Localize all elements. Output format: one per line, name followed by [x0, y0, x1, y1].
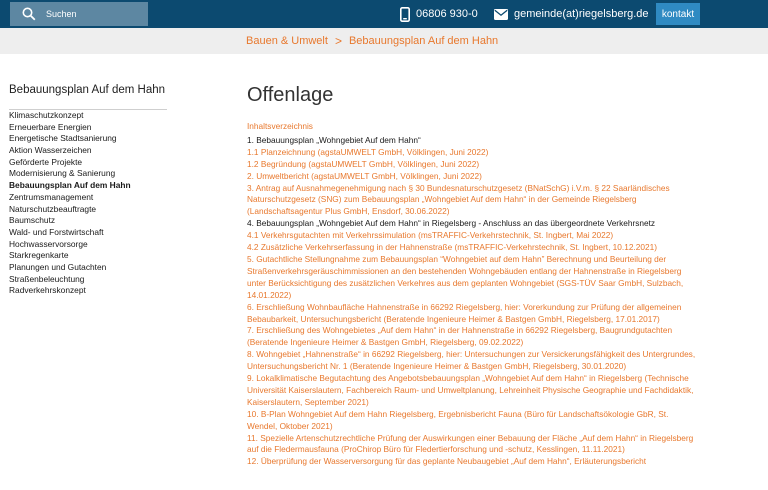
sidebar-item-wald-forstwirtschaft[interactable]: Wald- und Forstwirtschaft — [9, 226, 104, 237]
document-link[interactable]: unter Berücksichtigung des zusätzlichen Verkehres aus dem geplanten Wohngebiet (SGS-TÜV Saar GmbH, Sulzbach, — [247, 277, 684, 288]
document-link[interactable]: 6. Erschließung Wohnbaufläche Hahnenstraße in 66292 Riegelsberg, hier: Vorerkundung zur Prüfung der allgemeinen — [247, 301, 682, 312]
document-link[interactable]: Straßenverkehrsgeräuschimmissionen an den bestehenden Wohngebäuden entlang der Hahnenstraße in Riegelsberg — [247, 265, 682, 276]
document-link[interactable]: 11. Spezielle Artenschutzrechtliche Prüfung der Auswirkungen einer Bebauung der Fläche „Auf dem Hahn“ in Riegelsberg — [247, 432, 694, 443]
search-icon[interactable] — [22, 7, 36, 21]
top-bar — [0, 0, 768, 28]
document-link[interactable]: 7. Erschließung des Wohngebietes „Auf dem Hahn“ in der Hahnenstraße in 66292 Riegelsberg, Baugrundgutachten — [247, 325, 673, 336]
mail-icon — [494, 9, 508, 20]
document-link[interactable]: 10. B-Plan Wohngebiet Auf dem Hahn Riegelsberg, Ergebnisbericht Fauna (Büro für Landschaftsökologie GbR, St. — [247, 408, 669, 419]
phone-link[interactable] — [400, 0, 478, 28]
sidebar-item-strassenbeleuchtung[interactable]: Straßenbeleuchtung — [9, 273, 85, 284]
breadcrumb — [246, 28, 498, 54]
document-link[interactable]: 12. Überprüfung der Wasserversorgung für das geplante Neubaugebiet „Auf dem Hahn“, Erläuterungsbericht — [247, 456, 647, 467]
document-list — [247, 121, 696, 468]
page-title: Offenlage — [247, 84, 334, 106]
sidebar-item-bebauungsplan-auf-dem-hahn[interactable]: Bebauungsplan Auf dem Hahn — [9, 180, 131, 191]
sidebar-item-erneuerbare-energien[interactable]: Erneuerbare Energien — [9, 121, 92, 132]
breadcrumb-item-bauen-umwelt[interactable]: Bauen & Umwelt — [246, 35, 328, 47]
phone-icon — [400, 7, 410, 22]
document-link[interactable]: 14.01.2022) — [247, 289, 292, 300]
contact-button[interactable]: kontakt — [656, 3, 700, 25]
sidebar-title: Bebauungsplan Auf dem Hahn — [9, 84, 166, 96]
sidebar-item-energetische-stadtsanierung[interactable]: Energetische Stadtsanierung — [9, 133, 117, 144]
sidebar-item-zentrumsmanagement[interactable]: Zentrumsmanagement — [9, 191, 94, 202]
document-link[interactable]: auf die Fledermausfauna (ProChirop Büro für Fledertierforschung und -schutz, Kesslingen, 11.11.2021) — [247, 444, 625, 455]
sidebar-item-radverkehrskonzept[interactable]: Radverkehrskonzept — [9, 285, 86, 296]
breadcrumb-separator: > — [334, 34, 342, 48]
document-link[interactable]: 4.2 Zusätzliche Verkehrserfassung in der Hahnenstraße (msTRAFFIC-Verkehrstechnik, St. Ingbert, 10.12.2021) — [247, 242, 657, 253]
breadcrumb-bar — [0, 28, 768, 54]
sidebar-item-klimaschutzkonzept[interactable]: Klimaschutzkonzept — [9, 110, 84, 120]
email-link[interactable] — [494, 0, 649, 28]
document-link[interactable]: 9. Lokalklimatische Begutachtung des Angebotsbebauungsplan „Wohngebiet Auf dem Hahn“ in Riegelsberg (Technische — [247, 373, 689, 384]
document-link[interactable]: 4.1 Verkehrsgutachten mit Verkehrssimulation (msTRAFFIC-Verkehrstechnik, St. Ingbert, Mai 2022) — [247, 230, 614, 241]
phone-number[interactable]: 06806 930-0 — [416, 8, 478, 20]
breadcrumb-item-current[interactable]: Bebauungsplan Auf dem Hahn — [348, 35, 499, 47]
toc-link[interactable]: Inhaltsverzeichnis — [247, 121, 313, 131]
search-input[interactable] — [46, 9, 146, 19]
document-link[interactable]: Universität Kaiserslautern, Fachbereich Raum- und Umweltplanung, Lehreinheit Physische Geographie und Fachdidaktik, — [247, 384, 694, 395]
sidebar-item-aktion-wasserzeichen[interactable]: Aktion Wasserzeichen — [9, 145, 92, 156]
section-heading: 1. Bebauungsplan „Wohngebiet Auf dem Hahn“ — [247, 134, 421, 145]
main-content — [247, 84, 696, 468]
document-link[interactable]: 3. Antrag auf Ausnahmegenehmigung nach § 30 Bundesnaturschutzgesetz (BNatSchG) i.V.m. § 22 Saarländisches — [247, 182, 670, 193]
email-address[interactable]: gemeinde(at)riegelsberg.de — [514, 8, 649, 20]
sidebar-item-starkregenkarte[interactable]: Starkregenkarte — [9, 250, 69, 261]
sidebar-item-gefoerderte-projekte[interactable]: Geförderte Projekte — [9, 156, 83, 167]
document-link[interactable]: Untersuchungsbericht Nr. 1 (Beratende Ingenieure Heimer & Bastgen GmbH, Riegelsberg, 30.01.2020) — [247, 361, 627, 372]
document-link[interactable]: 8. Wohngebiet „Hahnenstraße“ in 66292 Riegelsberg, hier: Untersuchungen zur Versickerungsfähigkeit des Untergrundes, — [247, 349, 696, 360]
document-link[interactable]: 5. Gutachtliche Stellungnahme zum Bebauungsplan “Wohngebiet auf dem Hahn” Berechnung und Beurteilung der — [247, 253, 667, 264]
document-link[interactable]: 2. Umweltbericht (agstaUMWELT GmbH, Völklingen, Juni 2022) — [247, 170, 482, 181]
sidebar-item-hochwasservorsorge[interactable]: Hochwasservorsorge — [9, 238, 88, 249]
document-link[interactable]: (Beratende Ingenieure Heimer & Bastgen GmbH, Riegelsberg, 09.02.2022) — [247, 337, 524, 348]
sidebar-item-baumschutz[interactable]: Baumschutz — [9, 215, 56, 226]
search-box[interactable] — [10, 2, 148, 26]
document-link[interactable]: 1.2 Begründung (agstaUMWELT GmbH, Völklingen, Juni 2022) — [247, 158, 480, 169]
sidebar — [9, 84, 169, 297]
document-link[interactable]: Naturschutzgesetz (SNG) zum Bebauungsplan „Wohngebiet Auf dem Hahn“ in der Gemeinde Riegelsberg — [247, 194, 637, 205]
document-link[interactable]: Bebaubarkeit, Untersuchungsbericht (Beratende Ingenieure Heimer & Bastgen GmbH, Riegelsberg, 17.01.2017) — [247, 313, 660, 324]
document-link[interactable]: (Landschaftsagentur Plus GmbH, Ensdorf, 30.06.2022) — [247, 206, 450, 217]
document-link[interactable]: Wendel, Oktober 2021) — [247, 420, 333, 431]
document-link[interactable]: 1.1 Planzeichnung (agstaUMWELT GmbH, Völklingen, Juni 2022) — [247, 146, 489, 157]
sidebar-item-modernisierung-sanierung[interactable]: Modernisierung & Sanierung — [9, 168, 116, 179]
section-heading: 4. Bebauungsplan „Wohngebiet Auf dem Hahn“ in Riegelsberg - Anschluss an das übergeordnete Verkehrsnetz — [247, 218, 656, 229]
sidebar-item-planungen-gutachten[interactable]: Planungen und Gutachten — [9, 261, 107, 272]
sidebar-item-naturschutzbeauftragte[interactable]: Naturschutzbeauftragte — [9, 203, 97, 214]
document-link[interactable]: Kaiserslautern, September 2021) — [247, 396, 369, 407]
